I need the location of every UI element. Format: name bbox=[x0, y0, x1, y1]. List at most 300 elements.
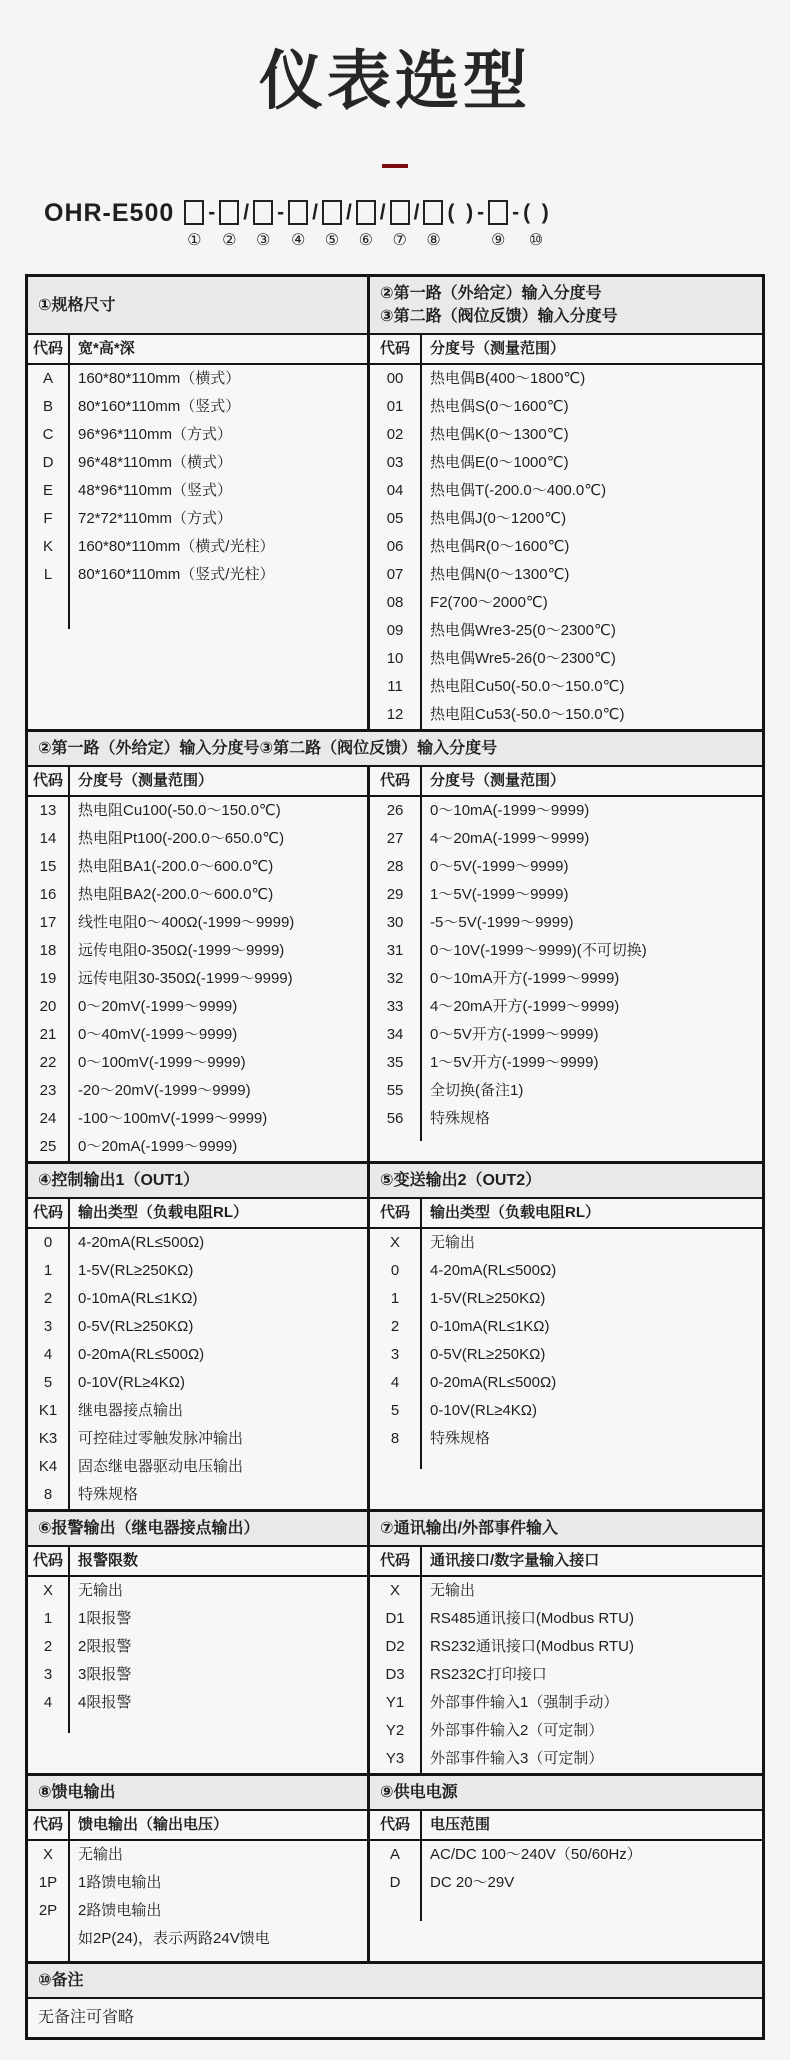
code-cell: 1 bbox=[28, 1605, 70, 1633]
table-row bbox=[370, 965, 762, 993]
desc-cell: 热电阻Cu100(-50.0～150.0℃) bbox=[78, 802, 281, 819]
code-cell: 1 bbox=[370, 1285, 422, 1313]
code-column-header: 代码 bbox=[370, 1199, 422, 1227]
table-row bbox=[370, 701, 762, 729]
desc-cell: RS232C打印接口 bbox=[430, 1666, 547, 1683]
position-box bbox=[423, 200, 443, 225]
table-row bbox=[28, 1689, 367, 1717]
table-row bbox=[28, 393, 367, 421]
desc-cell: 无输出 bbox=[78, 1846, 124, 1863]
code-cell bbox=[28, 597, 70, 605]
desc-cell: 1路馈电输出 bbox=[78, 1874, 162, 1891]
table-row bbox=[28, 605, 367, 613]
section-body bbox=[28, 1811, 762, 1961]
desc-cell: 如2P(24)，表示两路24V馈电 bbox=[78, 1930, 270, 1947]
code-cell: X bbox=[28, 1577, 70, 1605]
code-cell: Y2 bbox=[370, 1717, 422, 1745]
model-separator bbox=[380, 200, 386, 250]
column-header-row bbox=[370, 767, 762, 797]
code-cell: 23 bbox=[28, 1077, 70, 1105]
desc-cell: 1-5V(RL≥250KΩ) bbox=[430, 1290, 546, 1307]
column-header-row bbox=[370, 1811, 762, 1841]
code-cell: X bbox=[370, 1577, 422, 1605]
code-cell: 3 bbox=[370, 1341, 422, 1369]
desc-cell: 1限报警 bbox=[78, 1610, 132, 1627]
desc-cell bbox=[70, 1717, 367, 1725]
desc-cell bbox=[70, 597, 367, 605]
code-cell: 18 bbox=[28, 937, 70, 965]
section-title-line: ⑨供电电源 bbox=[380, 1784, 458, 1801]
table-row bbox=[370, 1605, 762, 1633]
table-half-left bbox=[28, 335, 370, 729]
model-separator bbox=[523, 200, 549, 250]
code-cell: 3 bbox=[28, 1661, 70, 1689]
table-row bbox=[28, 1077, 367, 1105]
desc-cell: 0～5V开方(-1999～9999) bbox=[430, 1026, 599, 1043]
model-separator bbox=[414, 200, 420, 250]
code-cell: 26 bbox=[370, 797, 422, 825]
code-cell: 12 bbox=[370, 701, 422, 729]
separator-glyph: - bbox=[477, 201, 485, 224]
code-cell bbox=[370, 1905, 422, 1913]
model-position bbox=[184, 200, 204, 250]
section-title bbox=[28, 732, 762, 765]
desc-cell: 1～5V(-1999～9999) bbox=[430, 886, 569, 903]
desc-cell: 2路馈电输出 bbox=[78, 1902, 162, 1919]
circled-number: ⑤ bbox=[324, 232, 340, 249]
table-row bbox=[370, 993, 762, 1021]
code-cell: 17 bbox=[28, 909, 70, 937]
desc-cell: 热电偶Wre5-26(0～2300℃) bbox=[430, 650, 616, 667]
table-row bbox=[370, 1369, 762, 1397]
desc-cell: 热电阻Cu50(-50.0～150.0℃) bbox=[430, 678, 625, 695]
code-cell: A bbox=[28, 365, 70, 393]
table-row bbox=[28, 1841, 367, 1869]
code-cell: 22 bbox=[28, 1049, 70, 1077]
column-header-row bbox=[370, 335, 762, 365]
code-cell bbox=[28, 613, 70, 621]
code-cell: 08 bbox=[370, 589, 422, 617]
table-row bbox=[370, 561, 762, 589]
section-body bbox=[28, 1547, 762, 1773]
desc-cell: 热电偶Wre3-25(0～2300℃) bbox=[430, 622, 616, 639]
position-box bbox=[219, 200, 239, 225]
table-row bbox=[370, 1661, 762, 1689]
code-cell: X bbox=[28, 1841, 70, 1869]
circled-number: ⑦ bbox=[392, 232, 407, 249]
table-row bbox=[370, 825, 762, 853]
desc-column-header: 分度号（测量范围） bbox=[78, 772, 214, 789]
table-half-right bbox=[370, 767, 762, 1161]
selection-table bbox=[25, 274, 765, 2040]
model-separator bbox=[312, 200, 318, 250]
table-row bbox=[28, 1481, 367, 1509]
table-section bbox=[28, 1961, 762, 2037]
desc-column-header: 输出类型（负载电阻RL） bbox=[78, 1204, 248, 1221]
separator-glyph: / bbox=[243, 201, 250, 224]
model-separator bbox=[447, 200, 473, 250]
code-cell bbox=[28, 621, 70, 629]
code-cell: 4 bbox=[28, 1689, 70, 1717]
table-row bbox=[28, 1453, 367, 1481]
code-cell bbox=[370, 1461, 422, 1469]
code-cell: 04 bbox=[370, 477, 422, 505]
code-cell: Y1 bbox=[370, 1689, 422, 1717]
code-column-header: 代码 bbox=[370, 1811, 422, 1839]
code-cell: 06 bbox=[370, 533, 422, 561]
code-cell: 4 bbox=[28, 1341, 70, 1369]
column-header-row bbox=[28, 1547, 367, 1577]
desc-cell: 1～5V开方(-1999～9999) bbox=[430, 1054, 599, 1071]
table-row bbox=[370, 1341, 762, 1369]
code-cell: 15 bbox=[28, 853, 70, 881]
table-row bbox=[370, 1717, 762, 1745]
table-row bbox=[370, 853, 762, 881]
desc-cell: 远传电阻0-350Ω(-1999～9999) bbox=[78, 942, 285, 959]
table-row bbox=[28, 1397, 367, 1425]
table-row bbox=[28, 1313, 367, 1341]
code-cell: C bbox=[28, 421, 70, 449]
desc-cell bbox=[70, 621, 367, 629]
table-row bbox=[28, 621, 367, 629]
code-column-header: 代码 bbox=[28, 1199, 70, 1227]
code-cell: 20 bbox=[28, 993, 70, 1021]
desc-cell: 热电阻BA2(-200.0～600.0℃) bbox=[78, 886, 274, 903]
desc-cell: -20～20mV(-1999～9999) bbox=[78, 1082, 251, 1099]
desc-cell: -5～5V(-1999～9999) bbox=[430, 914, 574, 931]
desc-cell: 热电偶K(0～1300℃) bbox=[430, 426, 569, 443]
code-cell: K4 bbox=[28, 1453, 70, 1481]
page-title: 仪表选型 bbox=[259, 45, 531, 117]
table-row bbox=[28, 1229, 367, 1257]
table-row bbox=[28, 1953, 367, 1961]
code-cell bbox=[28, 605, 70, 613]
desc-cell: 热电阻Cu53(-50.0～150.0℃) bbox=[430, 706, 625, 723]
table-row bbox=[370, 1397, 762, 1425]
code-cell: 00 bbox=[370, 365, 422, 393]
model-separator bbox=[346, 200, 352, 250]
table-half-right bbox=[370, 1547, 762, 1773]
table-row bbox=[370, 1077, 762, 1105]
code-cell: 0 bbox=[370, 1257, 422, 1285]
code-column-header: 代码 bbox=[28, 767, 70, 795]
model-separator bbox=[208, 200, 215, 250]
desc-cell bbox=[70, 605, 367, 613]
desc-cell: 特殊规格 bbox=[430, 1110, 491, 1127]
section-title-right bbox=[370, 1512, 762, 1545]
table-row bbox=[28, 505, 367, 533]
table-row bbox=[370, 1461, 762, 1469]
section-title-line: ⑧馈电输出 bbox=[38, 1784, 116, 1801]
code-cell: 55 bbox=[370, 1077, 422, 1105]
table-row bbox=[370, 1913, 762, 1921]
table-section bbox=[28, 1161, 762, 1509]
code-cell: 16 bbox=[28, 881, 70, 909]
table-row bbox=[370, 1133, 762, 1141]
table-row bbox=[370, 1313, 762, 1341]
table-row bbox=[28, 965, 367, 993]
paren-group: ( ) bbox=[447, 201, 474, 224]
desc-cell bbox=[422, 1461, 762, 1469]
code-cell: 1 bbox=[28, 1257, 70, 1285]
table-row bbox=[370, 1285, 762, 1313]
desc-cell: RS485通讯接口(Modbus RTU) bbox=[430, 1610, 634, 1627]
table-row bbox=[370, 1021, 762, 1049]
desc-cell: 外部事件输入3（可定制） bbox=[430, 1750, 604, 1767]
code-cell: 34 bbox=[370, 1021, 422, 1049]
table-row bbox=[370, 1049, 762, 1077]
table-row bbox=[370, 1869, 762, 1897]
code-column-header: 代码 bbox=[370, 335, 422, 363]
code-cell: D bbox=[28, 449, 70, 477]
section-header bbox=[28, 277, 762, 335]
table-row bbox=[28, 597, 367, 605]
table-row bbox=[370, 1745, 762, 1773]
code-cell: 35 bbox=[370, 1049, 422, 1077]
table-row bbox=[370, 1257, 762, 1285]
code-cell bbox=[28, 1953, 70, 1961]
desc-cell: 0-5V(RL≥250KΩ) bbox=[430, 1346, 546, 1363]
code-cell: B bbox=[28, 393, 70, 421]
desc-cell: 0～10mA开方(-1999～9999) bbox=[430, 970, 620, 987]
desc-cell: 热电偶T(-200.0～400.0℃) bbox=[430, 482, 607, 499]
code-cell bbox=[370, 1897, 422, 1905]
desc-cell: F2(700～2000℃) bbox=[430, 594, 548, 611]
column-header-row bbox=[28, 1811, 367, 1841]
table-row bbox=[28, 797, 367, 825]
desc-cell bbox=[70, 589, 367, 597]
table-half-left bbox=[28, 1547, 370, 1773]
table-row bbox=[370, 645, 762, 673]
desc-cell: 4-20mA(RL≤500Ω) bbox=[430, 1262, 557, 1279]
model-prefix: OHR-E500 bbox=[44, 199, 175, 227]
table-half-left bbox=[28, 1811, 370, 1961]
desc-cell: 96*96*110mm（方式） bbox=[78, 426, 232, 443]
table-row bbox=[28, 1925, 367, 1953]
table-row bbox=[28, 1369, 367, 1397]
desc-cell bbox=[422, 1913, 762, 1921]
table-row bbox=[28, 589, 367, 597]
table-half-left bbox=[28, 1199, 370, 1509]
code-cell: 14 bbox=[28, 825, 70, 853]
desc-cell: 80*160*110mm（竖式/光柱） bbox=[78, 566, 275, 583]
code-cell: X bbox=[370, 1229, 422, 1257]
desc-cell: 4限报警 bbox=[78, 1694, 132, 1711]
desc-cell: 特殊规格 bbox=[78, 1486, 139, 1503]
table-row bbox=[28, 1425, 367, 1453]
code-cell: D bbox=[370, 1869, 422, 1897]
code-cell: 09 bbox=[370, 617, 422, 645]
desc-cell bbox=[70, 613, 367, 621]
code-cell: 31 bbox=[370, 937, 422, 965]
code-cell: 19 bbox=[28, 965, 70, 993]
table-row bbox=[28, 477, 367, 505]
desc-column-header: 分度号（测量范围） bbox=[430, 340, 566, 357]
code-cell: K1 bbox=[28, 1397, 70, 1425]
section-title-right bbox=[370, 1164, 762, 1197]
desc-cell: 0-20mA(RL≤500Ω) bbox=[78, 1346, 205, 1363]
desc-cell: 0～10mA(-1999～9999) bbox=[430, 802, 590, 819]
desc-cell: 热电偶B(400～1800℃) bbox=[430, 370, 586, 387]
table-row bbox=[370, 505, 762, 533]
code-cell: 32 bbox=[370, 965, 422, 993]
table-row bbox=[28, 365, 367, 393]
separator-glyph: - bbox=[277, 201, 285, 224]
section-title-line: ②第一路（外给定）输入分度号 bbox=[380, 285, 602, 302]
code-cell: K3 bbox=[28, 1425, 70, 1453]
desc-cell: 0-10V(RL≥4KΩ) bbox=[78, 1374, 185, 1391]
desc-cell: 72*72*110mm（方式） bbox=[78, 510, 232, 527]
position-box bbox=[288, 200, 308, 225]
code-cell: 2 bbox=[370, 1313, 422, 1341]
section-title-line: ①规格尺寸 bbox=[38, 296, 116, 314]
column-header-row bbox=[28, 1199, 367, 1229]
code-cell: 2P bbox=[28, 1897, 70, 1925]
position-box bbox=[356, 200, 376, 225]
table-row bbox=[370, 1425, 762, 1453]
title-divider-dash bbox=[382, 164, 408, 168]
desc-cell: 固态继电器驱动电压输出 bbox=[78, 1458, 244, 1475]
desc-cell: 0～10V(-1999～9999)(不可切换) bbox=[430, 942, 647, 959]
desc-cell: DC 20～29V bbox=[430, 1874, 515, 1891]
code-cell: 03 bbox=[370, 449, 422, 477]
position-box bbox=[322, 200, 342, 225]
position-box bbox=[390, 200, 410, 225]
table-row bbox=[28, 1725, 367, 1733]
code-column-header: 代码 bbox=[370, 767, 422, 795]
code-cell: 01 bbox=[370, 393, 422, 421]
desc-column-header: 输出类型（负载电阻RL） bbox=[430, 1204, 601, 1221]
desc-column-header: 分度号（测量范围） bbox=[430, 772, 566, 789]
table-section bbox=[28, 1509, 762, 1773]
model-position bbox=[423, 200, 443, 250]
desc-cell: 线性电阻0～400Ω(-1999～9999) bbox=[78, 914, 295, 931]
table-row bbox=[28, 1717, 367, 1725]
code-cell bbox=[370, 1913, 422, 1921]
circled-number: ⑥ bbox=[358, 232, 373, 249]
table-row bbox=[28, 993, 367, 1021]
desc-cell: 0-5V(RL≥250KΩ) bbox=[78, 1318, 194, 1335]
table-row bbox=[28, 1049, 367, 1077]
code-cell: 28 bbox=[370, 853, 422, 881]
code-cell: 25 bbox=[28, 1133, 70, 1161]
code-cell: 02 bbox=[370, 421, 422, 449]
code-cell bbox=[28, 1925, 70, 1953]
desc-cell: 160*80*110mm（横式） bbox=[78, 370, 241, 387]
table-row bbox=[370, 1453, 762, 1461]
position-box bbox=[253, 200, 273, 225]
model-position bbox=[488, 200, 508, 250]
desc-cell: 0-10V(RL≥4KΩ) bbox=[430, 1402, 538, 1419]
code-cell: 21 bbox=[28, 1021, 70, 1049]
position-box bbox=[488, 200, 508, 225]
code-cell: 2 bbox=[28, 1285, 70, 1313]
desc-cell bbox=[70, 1953, 367, 1961]
desc-cell: 0～20mA(-1999～9999) bbox=[78, 1138, 238, 1155]
code-cell: 56 bbox=[370, 1105, 422, 1133]
desc-cell: AC/DC 100～240V（50/60Hz） bbox=[430, 1846, 642, 1863]
model-position bbox=[253, 200, 273, 250]
code-cell: 24 bbox=[28, 1105, 70, 1133]
desc-cell: 热电偶E(0～1000℃) bbox=[430, 454, 569, 471]
table-row bbox=[28, 561, 367, 589]
separator-glyph: / bbox=[413, 201, 420, 224]
section-title-right bbox=[370, 277, 762, 333]
code-cell: 33 bbox=[370, 993, 422, 1021]
desc-cell: 热电偶S(0～1600℃) bbox=[430, 398, 569, 415]
code-cell: D2 bbox=[370, 1633, 422, 1661]
code-column-header: 代码 bbox=[370, 1547, 422, 1575]
model-position bbox=[322, 200, 342, 250]
separator-glyph: / bbox=[345, 201, 352, 224]
code-cell bbox=[370, 1453, 422, 1461]
desc-cell: 热电偶N(0～1300℃) bbox=[430, 566, 570, 583]
column-header-row bbox=[28, 335, 367, 365]
desc-column-header: 报警限数 bbox=[78, 1552, 139, 1569]
table-row bbox=[370, 1897, 762, 1905]
code-cell: Y3 bbox=[370, 1745, 422, 1773]
desc-cell: 全切换(备注1) bbox=[430, 1082, 524, 1099]
code-cell bbox=[28, 1717, 70, 1725]
table-half-right bbox=[370, 1199, 762, 1509]
code-cell: 5 bbox=[370, 1397, 422, 1425]
column-header-row bbox=[370, 1547, 762, 1577]
separator-glyph: - bbox=[512, 201, 520, 224]
desc-cell: 热电阻BA1(-200.0～600.0℃) bbox=[78, 858, 274, 875]
table-row bbox=[28, 1605, 367, 1633]
table-section bbox=[28, 277, 762, 729]
table-half-left bbox=[28, 767, 370, 1161]
code-cell: 2 bbox=[28, 1633, 70, 1661]
table-row bbox=[28, 533, 367, 561]
code-cell: K bbox=[28, 533, 70, 561]
desc-column-header: 电压范围 bbox=[430, 1816, 491, 1833]
table-row bbox=[370, 1105, 762, 1133]
desc-cell: 热电阻Pt100(-200.0～650.0℃) bbox=[78, 830, 285, 847]
table-row bbox=[28, 881, 367, 909]
code-cell: 05 bbox=[370, 505, 422, 533]
table-row bbox=[370, 449, 762, 477]
table-row bbox=[370, 365, 762, 393]
code-cell: 13 bbox=[28, 797, 70, 825]
desc-column-header: 通讯接口/数字量输入接口 bbox=[430, 1552, 600, 1569]
table-row bbox=[28, 909, 367, 937]
desc-cell: RS232通讯接口(Modbus RTU) bbox=[430, 1638, 634, 1655]
desc-cell: 无输出 bbox=[430, 1582, 476, 1599]
code-cell: 11 bbox=[370, 673, 422, 701]
table-row bbox=[28, 1897, 367, 1925]
separator-glyph: / bbox=[312, 201, 318, 224]
circled-number: ② bbox=[222, 232, 237, 249]
section-title bbox=[28, 1964, 762, 1997]
desc-cell: 可控硅过零触发脉冲输出 bbox=[78, 1430, 244, 1447]
table-row bbox=[370, 533, 762, 561]
section-title-line: ③第二路（阀位反馈）输入分度号 bbox=[380, 308, 618, 325]
desc-cell: 3限报警 bbox=[78, 1666, 132, 1683]
code-column-header: 代码 bbox=[28, 1547, 70, 1575]
table-row bbox=[28, 1869, 367, 1897]
table-row bbox=[28, 1633, 367, 1661]
code-cell: 29 bbox=[370, 881, 422, 909]
desc-cell: 热电偶R(0～1600℃) bbox=[430, 538, 570, 555]
code-cell: 4 bbox=[370, 1369, 422, 1397]
desc-cell: 继电器接点输出 bbox=[78, 1402, 184, 1419]
code-column-header: 代码 bbox=[28, 335, 70, 363]
section-body bbox=[28, 335, 762, 729]
model-separator bbox=[277, 200, 284, 250]
table-row bbox=[28, 1105, 367, 1133]
code-cell: 0 bbox=[28, 1229, 70, 1257]
